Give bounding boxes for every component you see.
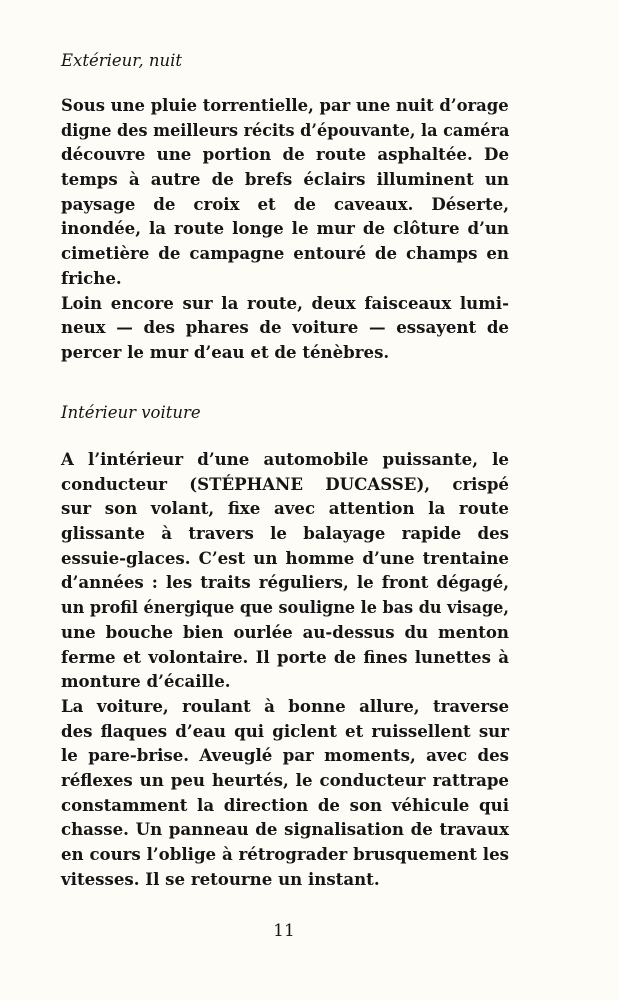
text-line: Sous une pluie torrentielle, par une nuit d’orage (61, 95, 509, 115)
text-line: A l’intérieur d’une automobile puissante, le (61, 449, 509, 469)
text-line: vitesses. Il se retourne un instant. (61, 868, 380, 889)
text-line: neux — des phares de voiture — essayent de (61, 317, 509, 338)
paragraph-block-car-interior (61, 447, 509, 891)
text-line: découvre une portion de route asphaltée. De (61, 144, 509, 165)
text-line: constamment la direction de son véhicule qui (61, 794, 509, 815)
text-line: cimetière de campagne entouré de champs en (61, 243, 509, 264)
text-line: en cours l’oblige à rétrograder brusquement les (61, 844, 509, 864)
text-line: une bouche bien ourlée au-dessus du menton (61, 621, 509, 642)
text-line: friche. (61, 267, 122, 288)
text-line: sur son volant, fixe avec attention la route (61, 498, 509, 519)
text-line: percer le mur d’eau et de ténèbres. (61, 341, 390, 362)
text-line: digne des meilleurs récits d’épouvante, la caméra (61, 119, 510, 140)
text-line: le pare-brise. Aveuglé par moments, avec des (61, 745, 509, 766)
text-line: La voiture, roulant à bonne allure, traverse (61, 695, 509, 716)
text-line: essuie-glaces. C’est un homme d’une trentaine (61, 547, 509, 568)
text-line: monture d’écaille. (61, 671, 231, 692)
text-line: inondée, la route longe le mur de clôture d’un (61, 218, 509, 239)
text-line: conducteur (STÉPHANE DUCASSE), crispé (61, 473, 509, 494)
text-line: un profil énergique que souligne le bas du visage, (61, 597, 509, 618)
text-line: des flaques d’eau qui giclent et ruissellent sur (61, 720, 509, 741)
section-heading-exterior-night: Extérieur, nuit (61, 51, 183, 70)
text-line: chasse. Un panneau de signalisation de travaux (61, 819, 509, 840)
text-line: temps à autre de brefs éclairs illuminent un (61, 169, 509, 190)
text-line: d’années : les traits réguliers, le front dégagé, (61, 572, 509, 593)
text-line: paysage de croix et de caveaux. Déserte, (61, 193, 509, 214)
text-line: réflexes un peu heurtés, le conducteur rattrape (61, 769, 509, 790)
page-number: 11 (273, 921, 295, 941)
paragraph-block-exterior (61, 93, 509, 365)
text-line: glissante à travers le balayage rapide des (61, 523, 509, 544)
text-line: Loin encore sur la route, deux faisceaux lumi- (61, 292, 509, 313)
section-heading-car-interior: Intérieur voiture (61, 403, 201, 422)
text-line: ferme et volontaire. Il porte de fines lunettes à (61, 646, 509, 667)
